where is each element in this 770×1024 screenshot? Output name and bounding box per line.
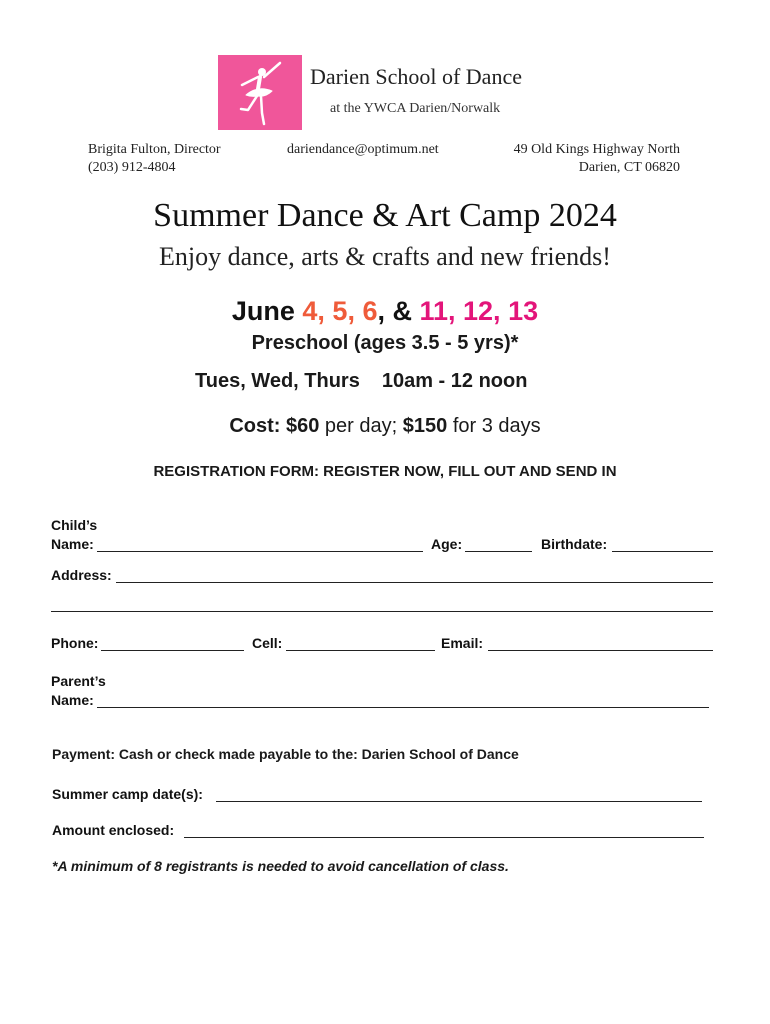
cost-three-text: for 3 days [447,415,541,437]
child-name-field[interactable] [97,551,423,552]
cell-label: Cell: [252,635,283,651]
registration-heading: REGISTRATION FORM: REGISTER NOW, FILL OUT AND SEND IN [153,463,617,480]
school-address [460,141,680,177]
age-group: Preschool (ages 3.5 - 5 yrs)* [251,332,519,354]
address-label: Address: [51,567,112,583]
child-name-label: Name: [51,536,94,552]
parent-name-field[interactable] [97,707,709,708]
childs-label: Child’s [51,517,98,533]
email-label: Email: [441,635,484,651]
parents-label: Parent’s [51,673,106,689]
dates-week-2: 11, 12, 13 [419,296,539,326]
age-label: Age: [431,536,463,552]
school-location: at the YWCA Darien/Norwalk [330,101,501,116]
cost-line [0,415,770,438]
cost-three-price: $150 [402,415,448,437]
director-phone: (203) 912-4804 [88,160,176,175]
age-field[interactable] [465,551,532,552]
director-contact [88,141,221,177]
ballerina-icon [218,55,302,130]
camp-dates-label: Summer camp date(s): [52,786,203,802]
amount-field[interactable] [184,837,704,838]
director-name: Brigita Fulton, Director [88,142,221,157]
address-field[interactable] [116,582,713,583]
cost-label: Cost: [229,415,286,437]
dates-week-1: 4, 5, 6 [302,296,378,326]
address-line-1: 49 Old Kings Highway North [513,142,680,157]
email-field[interactable] [488,650,713,651]
contact-email: dariendance@optimum.net [287,142,439,157]
birthdate-field[interactable] [612,551,713,552]
dates-prefix: June [231,296,303,326]
schedule-days: Tues, Wed, Thurs [195,370,360,392]
schedule [195,370,527,393]
amount-label: Amount enclosed: [52,822,175,838]
page-title: Summer Dance & Art Camp 2024 [153,197,617,234]
camp-dates [0,296,770,327]
address-line-2: Darien, CT 06820 [578,160,680,175]
parent-name-label: Name: [51,692,94,708]
cost-day-text: per day; [319,415,403,437]
camp-dates-field[interactable] [216,801,702,802]
footnote: *A minimum of 8 registrants is needed to avoid cancellation of class. [52,858,509,874]
logo [218,55,302,130]
birthdate-label: Birthdate: [541,536,608,552]
page-subtitle: Enjoy dance, arts & crafts and new friends! [159,242,611,271]
address-field-line-2[interactable] [51,611,713,612]
dates-joiner: , & [377,296,420,326]
cost-day-price: $60 [286,415,320,437]
phone-label: Phone: [51,635,99,651]
schedule-hours: 10am - 12 noon [381,370,528,392]
payment-instructions: Payment: Cash or check made payable to the: Darien School of Dance [52,746,519,762]
school-name: Darien School of Dance [310,64,522,89]
phone-field[interactable] [101,650,244,651]
cell-field[interactable] [286,650,435,651]
